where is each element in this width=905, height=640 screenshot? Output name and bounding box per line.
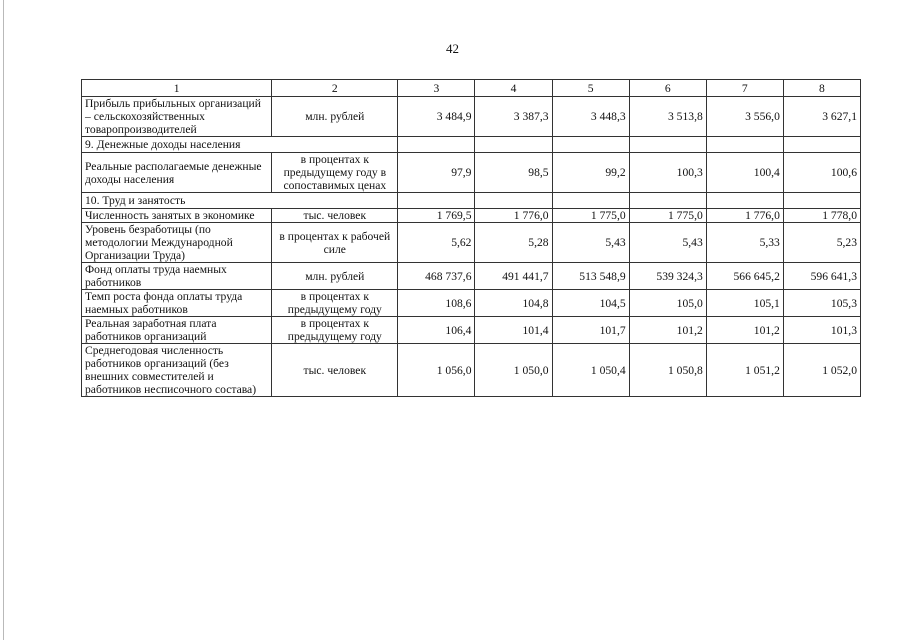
table-header-row <box>82 80 861 97</box>
column-header: 3 <box>398 80 475 97</box>
column-header: 7 <box>706 80 783 97</box>
unit-cell: млн. рублей <box>272 263 398 290</box>
value-cell: 5,28 <box>475 223 552 263</box>
value-cell: 1 776,0 <box>706 209 783 223</box>
empty-cell <box>783 137 860 153</box>
value-cell: 3 556,0 <box>706 97 783 137</box>
unit-cell: млн. рублей <box>272 97 398 137</box>
empty-cell <box>398 137 475 153</box>
empty-cell <box>783 193 860 209</box>
table-row <box>82 97 861 137</box>
value-cell: 104,8 <box>475 290 552 317</box>
value-cell: 566 645,2 <box>706 263 783 290</box>
unit-cell: тыс. человек <box>272 344 398 397</box>
empty-cell <box>552 137 629 153</box>
value-cell: 5,33 <box>706 223 783 263</box>
value-cell: 596 641,3 <box>783 263 860 290</box>
column-header: 2 <box>272 80 398 97</box>
unit-cell: тыс. человек <box>272 209 398 223</box>
value-cell: 539 324,3 <box>629 263 706 290</box>
scan-edge-line <box>3 0 4 640</box>
value-cell: 99,2 <box>552 153 629 193</box>
indicator-label: Численность занятых в экономике <box>82 209 272 223</box>
indicator-label: Реальная заработная плата работников организаций <box>82 317 272 344</box>
value-cell: 105,0 <box>629 290 706 317</box>
value-cell: 3 484,9 <box>398 97 475 137</box>
column-header: 6 <box>629 80 706 97</box>
value-cell: 3 627,1 <box>783 97 860 137</box>
column-header: 8 <box>783 80 860 97</box>
value-cell: 5,62 <box>398 223 475 263</box>
table-row <box>82 209 861 223</box>
indicator-label: Реальные располагаемые денежные доходы населения <box>82 153 272 193</box>
table-body <box>82 80 861 397</box>
column-header: 5 <box>552 80 629 97</box>
table-row <box>82 153 861 193</box>
value-cell: 105,3 <box>783 290 860 317</box>
value-cell: 1 775,0 <box>629 209 706 223</box>
section-title: 10. Труд и занятость <box>82 193 398 209</box>
value-cell: 3 448,3 <box>552 97 629 137</box>
value-cell: 108,6 <box>398 290 475 317</box>
value-cell: 1 050,0 <box>475 344 552 397</box>
value-cell: 468 737,6 <box>398 263 475 290</box>
value-cell: 98,5 <box>475 153 552 193</box>
unit-cell: в процентах к предыдущему году в сопоставимых ценах <box>272 153 398 193</box>
value-cell: 101,7 <box>552 317 629 344</box>
empty-cell <box>552 193 629 209</box>
column-header: 1 <box>82 80 272 97</box>
empty-cell <box>629 193 706 209</box>
value-cell: 106,4 <box>398 317 475 344</box>
value-cell: 97,9 <box>398 153 475 193</box>
table-row <box>82 344 861 397</box>
section-title: 9. Денежные доходы населения <box>82 137 398 153</box>
value-cell: 101,2 <box>706 317 783 344</box>
value-cell: 5,43 <box>552 223 629 263</box>
empty-cell <box>629 137 706 153</box>
value-cell: 491 441,7 <box>475 263 552 290</box>
value-cell: 5,23 <box>783 223 860 263</box>
unit-cell: в процентах к предыдущему году <box>272 290 398 317</box>
value-cell: 1 769,5 <box>398 209 475 223</box>
value-cell: 100,4 <box>706 153 783 193</box>
value-cell: 1 050,4 <box>552 344 629 397</box>
column-header: 4 <box>475 80 552 97</box>
section-row <box>82 193 861 209</box>
value-cell: 1 051,2 <box>706 344 783 397</box>
value-cell: 1 050,8 <box>629 344 706 397</box>
indicator-label: Среднегодовая численность работников организаций (без внешних совместителей и работников несписочного состава) <box>82 344 272 397</box>
indicator-label: Фонд оплаты труда наемных работников <box>82 263 272 290</box>
value-cell: 101,2 <box>629 317 706 344</box>
table-row <box>82 290 861 317</box>
value-cell: 1 775,0 <box>552 209 629 223</box>
table-row <box>82 263 861 290</box>
value-cell: 100,3 <box>629 153 706 193</box>
empty-cell <box>475 137 552 153</box>
empty-cell <box>475 193 552 209</box>
page-number: 42 <box>446 41 459 56</box>
empty-cell <box>398 193 475 209</box>
value-cell: 1 778,0 <box>783 209 860 223</box>
value-cell: 513 548,9 <box>552 263 629 290</box>
indicator-label: Прибыль прибыльных организаций – сельскохозяйственных товаропроизводителей <box>82 97 272 137</box>
value-cell: 105,1 <box>706 290 783 317</box>
value-cell: 100,6 <box>783 153 860 193</box>
unit-cell: в процентах к рабочей силе <box>272 223 398 263</box>
indicator-label: Темп роста фонда оплаты труда наемных работников <box>82 290 272 317</box>
empty-cell <box>706 137 783 153</box>
empty-cell <box>706 193 783 209</box>
value-cell: 1 052,0 <box>783 344 860 397</box>
value-cell: 5,43 <box>629 223 706 263</box>
table-row <box>82 317 861 344</box>
indicator-label: Уровень безработицы (по методологии Международной Организации Труда) <box>82 223 272 263</box>
unit-cell: в процентах к предыдущему году <box>272 317 398 344</box>
section-row <box>82 137 861 153</box>
value-cell: 1 776,0 <box>475 209 552 223</box>
value-cell: 104,5 <box>552 290 629 317</box>
value-cell: 101,4 <box>475 317 552 344</box>
indicators-table <box>81 79 861 397</box>
value-cell: 3 387,3 <box>475 97 552 137</box>
table-row <box>82 223 861 263</box>
value-cell: 3 513,8 <box>629 97 706 137</box>
value-cell: 101,3 <box>783 317 860 344</box>
value-cell: 1 056,0 <box>398 344 475 397</box>
